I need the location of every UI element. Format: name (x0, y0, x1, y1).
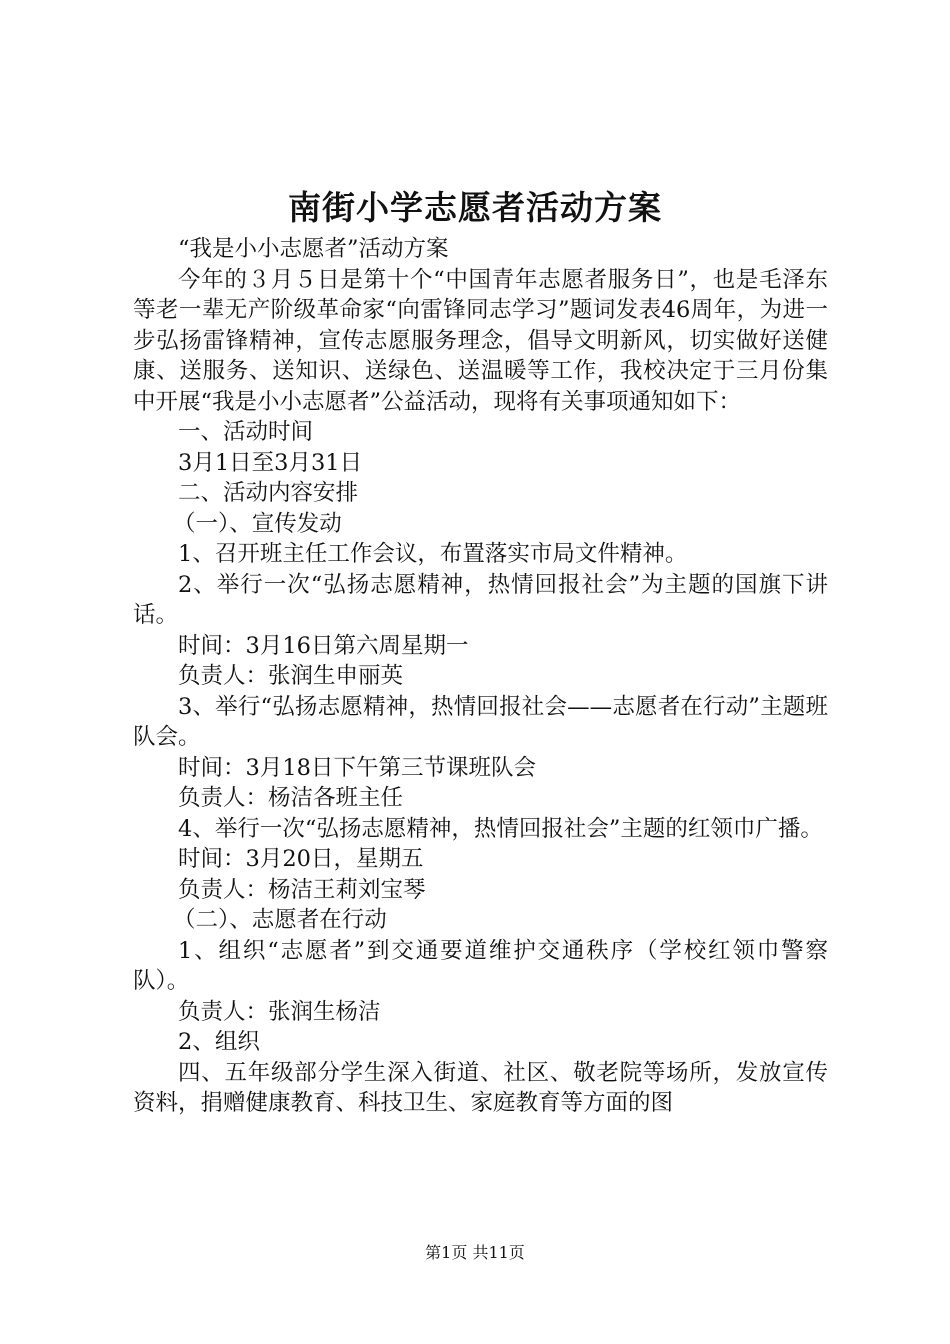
paragraph: 1、组织“志愿者”到交通要道维护交通秩序（学校红领巾警察队）。 (133, 937, 828, 994)
paragraph: 时间：3月18日下午第三节课班队会 (178, 754, 536, 781)
paragraph: 3、举行“弘扬志愿精神，热情回报社会——志愿者在行动”主题班队会。 (133, 693, 828, 750)
section-heading: 一、活动时间 (178, 419, 314, 445)
paragraph: 负责人：杨洁王莉刘宝琴 (178, 876, 426, 903)
paragraph: 时间：3月20日，星期五 (178, 846, 424, 872)
page-footer: 第1页 共11页 (425, 1243, 525, 1262)
paragraph: 负责人：张润生杨洁 (178, 998, 381, 1025)
subsection-heading: （一）、宣传发动 (173, 510, 342, 537)
paragraph: 负责人：杨洁各班主任 (178, 785, 404, 811)
paragraph: 四、五年级部分学生深入街道、社区、敬老院等场所，发放宣传资料，捐赠健康教育、科技卫生、家庭教育等方面的图 (133, 1059, 828, 1116)
paragraph: 2、举行一次“弘扬志愿精神，热情回报社会”为主题的国旗下讲话。 (133, 571, 828, 628)
paragraph: 1、召开班主任工作会议，布置落实市局文件精神。 (178, 541, 688, 567)
paragraph: 4、举行一次“弘扬志愿精神，热情回报社会”主题的红领巾广播。 (178, 815, 823, 842)
section-heading: 二、活动内容安排 (178, 480, 359, 506)
document-title: 南街小学志愿者活动方案 (288, 188, 662, 227)
paragraph: 负责人：张润生申丽英 (178, 663, 404, 689)
paragraph: 时间：3月16日第六周星期一 (178, 632, 469, 659)
subsection-heading: （二）、志愿者在行动 (173, 907, 387, 933)
paragraph: 2、组织 (178, 1029, 260, 1055)
document-body (133, 234, 828, 1119)
subtitle-paragraph: “我是小小志愿者”活动方案 (178, 236, 449, 262)
paragraph: 3月1日至3月31日 (178, 449, 363, 476)
intro-paragraph: 今年的３月５日是第十个“中国青年志愿者服务日”，也是毛泽东等老一辈无产阶级革命家“向雷锋同志学习”题词发表46周年，为进一步弘扬雷锋精神，宣传志愿服务理念，倡导文明新风，切实做好送健康、送服务、送知识、送绿色、送温暖等工作，我校决定于三月份集中开展“我是小小志愿者”公益活动，现将有关事项通知如下： (133, 266, 828, 415)
